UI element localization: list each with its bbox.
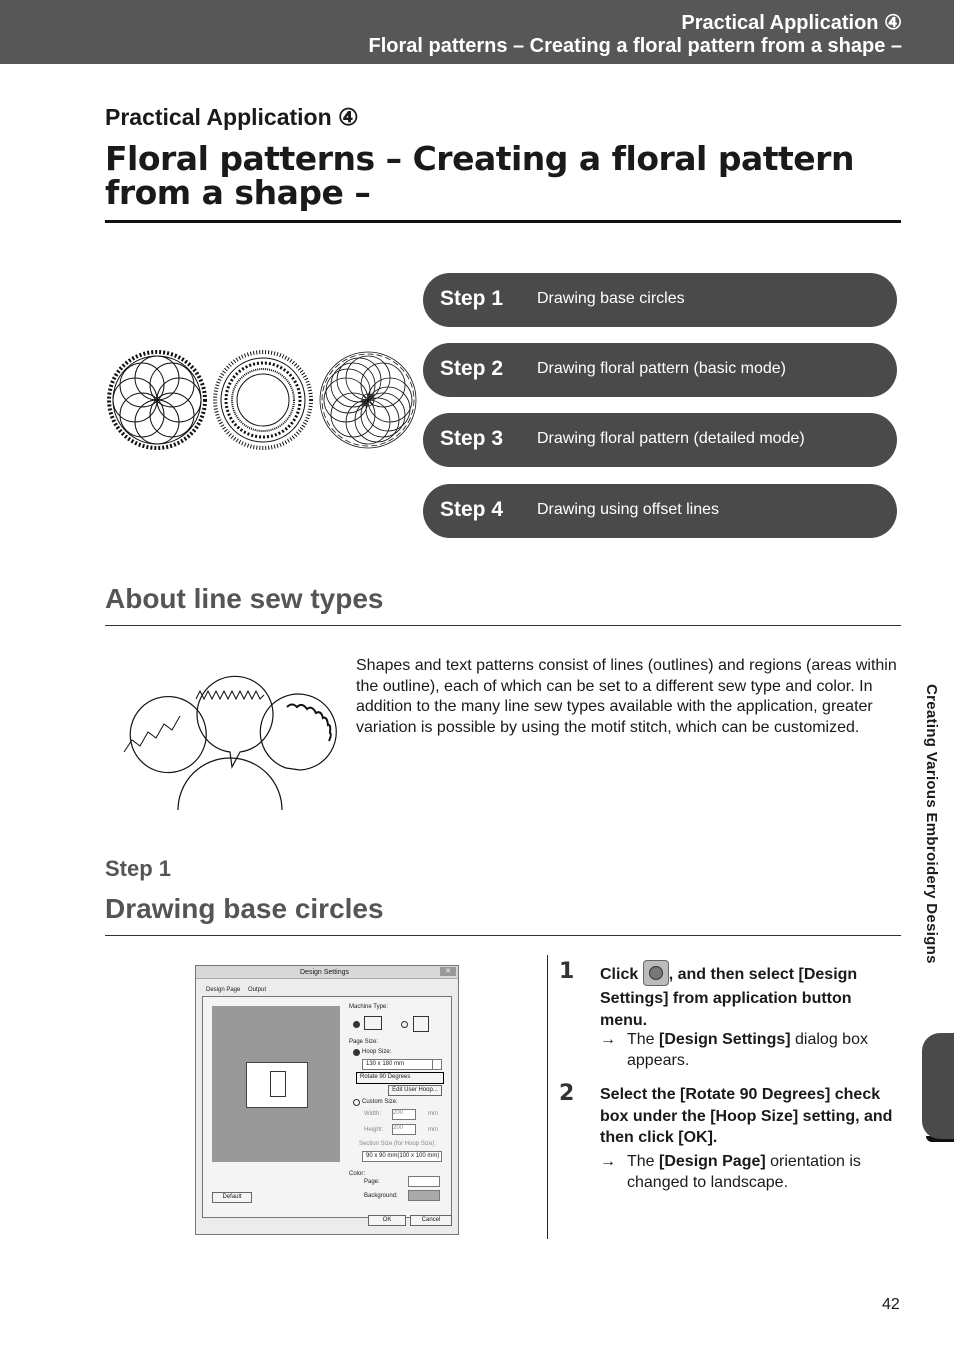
instruction-2-result: → The [Design Page] orientation is changed to landscape. (600, 1153, 861, 1191)
custom-size-radio[interactable] (353, 1099, 360, 1106)
background-color-select[interactable] (408, 1190, 440, 1201)
section-size-select[interactable]: 90 x 90 mm(100 x 100 mm) (362, 1151, 442, 1162)
tab-design-page[interactable]: Design Page (206, 987, 241, 993)
rotate-90-checkbox[interactable] (356, 1072, 444, 1084)
column-divider (547, 955, 548, 1239)
about-heading: About line sew types (105, 583, 384, 614)
machine-radio-2[interactable] (401, 1021, 408, 1028)
instruction-2: Select the [Rotate 90 Degrees] check box under the [Hoop Size] setting, and then click [OK]. (600, 1086, 893, 1146)
rotate-90-label: Rotate 90 Degrees (360, 1074, 411, 1080)
circle-pattern-3 (320, 352, 416, 448)
width-unit: mm (428, 1111, 438, 1117)
step1-rule (105, 935, 901, 936)
page-color-label: Page: (364, 1179, 380, 1185)
step-description: Drawing floral pattern (basic mode) (537, 360, 786, 377)
chapter-side-label: Creating Various Embroidery Designs (923, 684, 940, 964)
application-button-icon (643, 960, 669, 986)
circle-pattern-2 (215, 352, 311, 448)
about-rule (105, 625, 901, 626)
step-description: Drawing using offset lines (537, 501, 720, 518)
header-line-2: Floral patterns – Creating a floral pattern from a shape – (368, 35, 902, 57)
step-number: Step 3 (440, 427, 504, 450)
chapter-tab (922, 1033, 954, 1139)
tab-output[interactable]: Output (248, 987, 267, 993)
page-size-label: Page Size: (349, 1039, 379, 1045)
arrow-icon: → (600, 1031, 616, 1048)
circle-pattern-1 (109, 352, 205, 448)
instruction-number-2: 2 (559, 1081, 575, 1106)
step-pill-4 (423, 484, 897, 538)
instruction-1: Click , and then select [Design Settings] from application button menu. (600, 962, 896, 1031)
step-pill-2 (423, 343, 897, 397)
color-label: Color: (349, 1171, 366, 1177)
instruction-1-result: → The [Design Settings] dialog box appears. (600, 1031, 868, 1069)
dialog-title: Design Settings (300, 969, 350, 976)
step1-label: Step 1 (105, 856, 172, 881)
title-line-2: from a shape – (105, 173, 371, 212)
arrow-icon: → (600, 1153, 616, 1170)
ok-button[interactable]: OK (368, 1215, 406, 1226)
title-rule (105, 220, 901, 223)
step-number: Step 2 (440, 357, 504, 380)
chevron-down-icon (432, 1060, 441, 1069)
hoop-size-label: Hoop Size: (362, 1049, 392, 1055)
line-sew-types-illustration (110, 660, 350, 812)
section-size-label: Section Size (for Hoop Size): (359, 1141, 437, 1147)
edit-user-hoop-button[interactable]: Edit User Hoop... (388, 1085, 442, 1096)
background-color-label: Background: (364, 1193, 398, 1199)
page-header (0, 0, 954, 64)
hoop-size-select[interactable]: 130 x 180 mm (362, 1059, 442, 1070)
width-label: Width: (364, 1111, 382, 1117)
step1-heading: Drawing base circles (105, 893, 384, 924)
step-pill-1 (423, 273, 897, 327)
step-number: Step 4 (440, 498, 504, 521)
section-label: Practical Application ④ (105, 104, 359, 130)
hoop-size-radio[interactable] (353, 1049, 360, 1056)
machine-type-label: Machine Type: (349, 1004, 388, 1010)
machine-icon-2 (413, 1016, 429, 1032)
page-color-select[interactable] (408, 1176, 440, 1187)
floral-circles-illustration (104, 348, 420, 454)
step-description: Drawing base circles (537, 290, 685, 307)
close-icon[interactable]: ✕ (440, 967, 456, 976)
default-button[interactable]: Default (212, 1192, 252, 1203)
page-number: 42 (882, 1296, 900, 1313)
instruction-number-1: 1 (559, 959, 575, 984)
header-line-1: Practical Application ④ (681, 12, 902, 34)
hoop-preview (246, 1062, 308, 1108)
height-input[interactable]: 200 (392, 1124, 416, 1135)
height-label: Height: (364, 1127, 384, 1133)
width-input[interactable]: 200 (392, 1109, 416, 1120)
custom-size-label: Custom Size: (362, 1099, 398, 1105)
about-paragraph: Shapes and text patterns consist of lines (outlines) and regions (areas within the outline), each of which can be set to a different sew type and color. In addition to the many line sew types available with the application, greater variation is possible by using the motif stitch, which can be customized. (356, 657, 897, 736)
height-unit: mm (428, 1127, 438, 1133)
page-title (105, 139, 905, 212)
step-pill-3 (423, 413, 897, 467)
step-number: Step 1 (440, 287, 504, 310)
dialog-titlebar (196, 966, 458, 979)
step-description: Drawing floral pattern (detailed mode) (537, 430, 805, 447)
cancel-button[interactable]: Cancel (410, 1215, 452, 1226)
machine-icon-1 (364, 1016, 382, 1030)
design-settings-dialog (195, 965, 459, 1235)
machine-radio-1[interactable] (353, 1021, 360, 1028)
title-line-1: Floral patterns – Creating a floral pattern (105, 139, 854, 178)
